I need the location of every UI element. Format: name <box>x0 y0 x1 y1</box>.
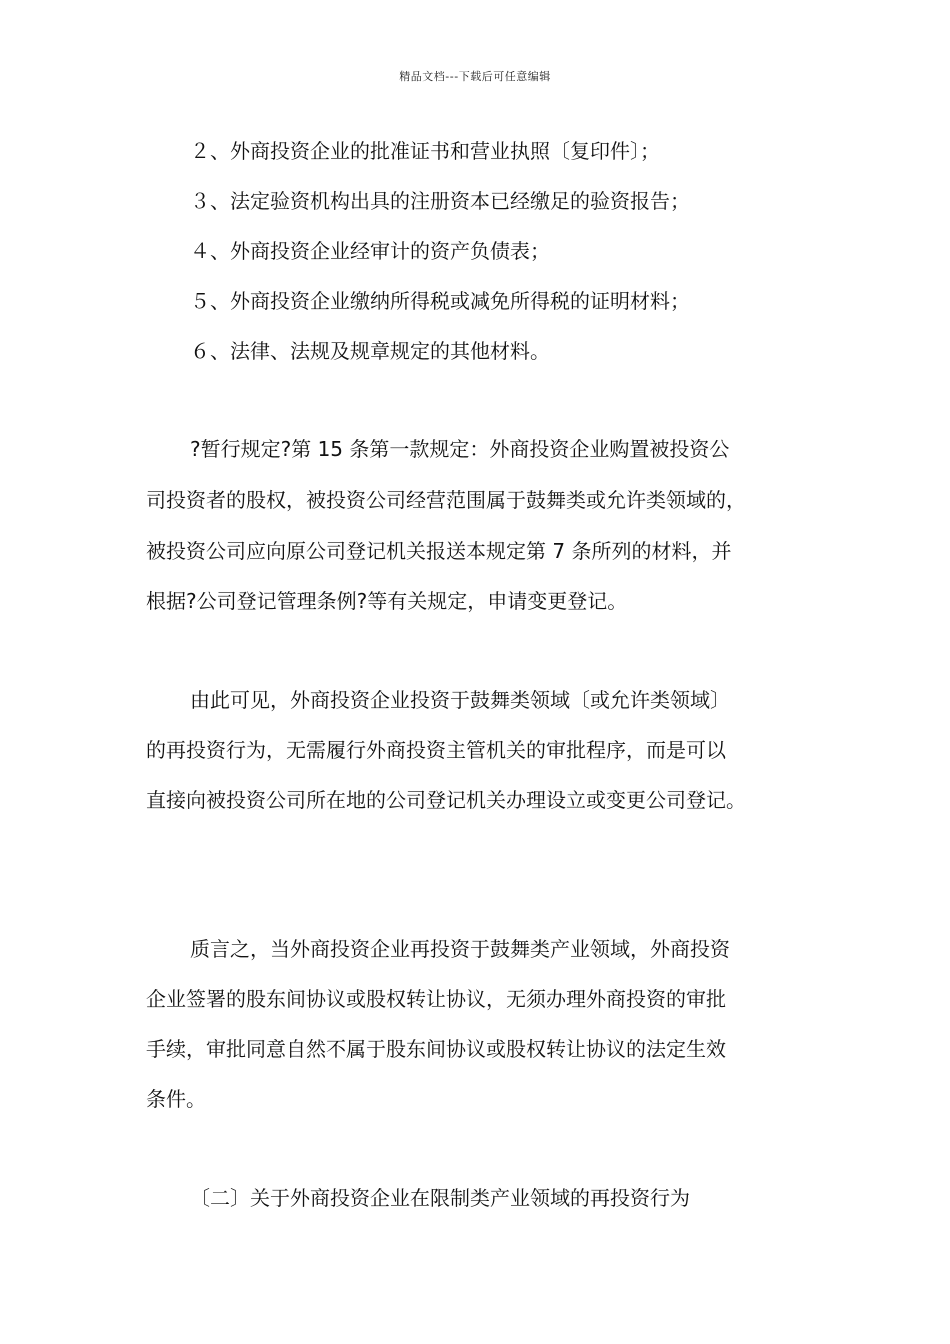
paragraph-line: 根据?公司登记管理条例?等有关规定，申请变更登记。 <box>146 589 628 613</box>
list-item: ４、外商投资企业经审计的资产负债表； <box>190 239 550 263</box>
paragraph-line: 企业签署的股东间协议或股权转让协议，无须办理外商投资的审批 <box>146 987 726 1011</box>
paragraph-line: 被投资公司应向原公司登记机关报送本规定第 7 条所列的材料，并 <box>146 539 732 563</box>
list-item: ２、外商投资企业的批准证书和营业执照〔复印件〕； <box>190 139 660 163</box>
paragraph-line: ?暂行规定?第 15 条第一款规定：外商投资企业购置被投资公 <box>190 437 730 461</box>
paragraph-line: 的再投资行为，无需履行外商投资主管机关的审批程序，而是可以 <box>146 738 726 762</box>
paragraph-line: 直接向被投资公司所在地的公司登记机关办理设立或变更公司登记。 <box>146 788 746 812</box>
paragraph-line: 质言之，当外商投资企业再投资于鼓舞类产业领域，外商投资 <box>190 937 730 961</box>
list-item: ３、法定验资机构出具的注册资本已经缴足的验资报告； <box>190 189 690 213</box>
paragraph-line: 条件。 <box>146 1087 206 1111</box>
paragraph-line: 由此可见，外商投资企业投资于鼓舞类领域〔或允许类领域〕 <box>190 688 730 712</box>
paragraph-line: 手续，审批同意自然不属于股东间协议或股权转让协议的法定生效 <box>146 1037 726 1061</box>
section-heading: 〔二〕关于外商投资企业在限制类产业领域的再投资行为 <box>190 1186 690 1210</box>
list-item: ６、法律、法规及规章规定的其他材料。 <box>190 339 550 363</box>
paragraph-line: 司投资者的股权，被投资公司经营范围属于鼓舞类或允许类领域的， <box>146 488 746 512</box>
list-item: ５、外商投资企业缴纳所得税或减免所得税的证明材料； <box>190 289 690 313</box>
page-header: 精品文档---下载后可任意编辑 <box>399 70 551 83</box>
